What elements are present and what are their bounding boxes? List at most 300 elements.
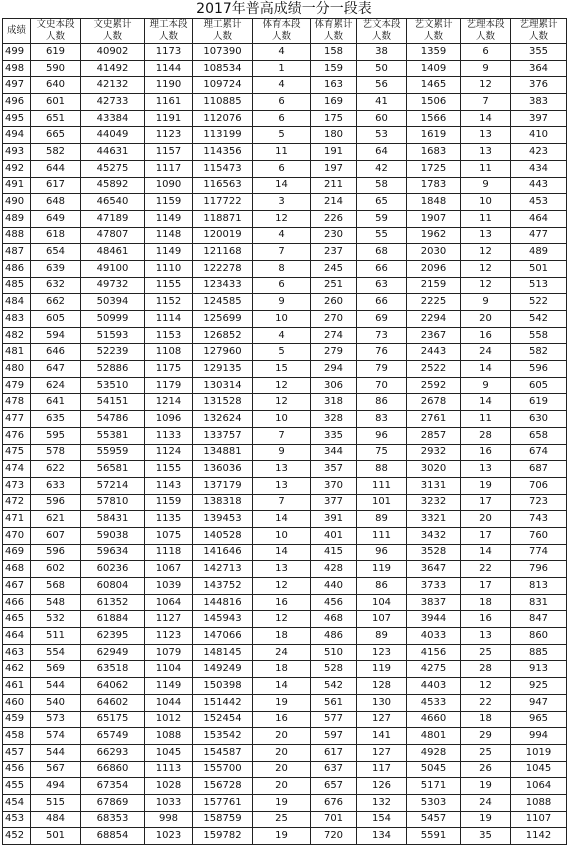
- header-line-2: 人数: [158, 31, 178, 42]
- count-cell: 624: [31, 377, 81, 394]
- count-cell: 6: [461, 44, 511, 61]
- count-cell: 383: [511, 94, 567, 111]
- count-cell: 522: [511, 294, 567, 311]
- count-cell: 649: [31, 210, 81, 227]
- count-cell: 674: [511, 444, 567, 461]
- count-cell: 9: [461, 294, 511, 311]
- count-cell: 17: [461, 494, 511, 511]
- score-cell: 462: [3, 661, 31, 678]
- count-cell: 66860: [81, 761, 145, 778]
- count-cell: 544: [31, 744, 81, 761]
- table-row: [3, 294, 567, 311]
- count-cell: 13: [461, 227, 511, 244]
- count-cell: 5: [253, 344, 311, 361]
- count-cell: 11: [253, 144, 311, 161]
- count-cell: 10: [253, 527, 311, 544]
- table-row: [3, 77, 567, 94]
- count-cell: 2678: [407, 394, 461, 411]
- count-cell: 4: [253, 327, 311, 344]
- count-cell: 528: [311, 661, 357, 678]
- count-cell: 89: [357, 628, 407, 645]
- count-cell: 1104: [145, 661, 193, 678]
- count-cell: 138318: [193, 494, 253, 511]
- count-cell: 12: [461, 678, 511, 695]
- count-cell: 632: [31, 277, 81, 294]
- header-line-2: 人数: [323, 31, 343, 42]
- count-cell: 651: [31, 110, 81, 127]
- count-cell: 4928: [407, 744, 461, 761]
- table-row: [3, 344, 567, 361]
- count-cell: 13: [253, 561, 311, 578]
- score-cell: 459: [3, 711, 31, 728]
- count-cell: 16: [253, 594, 311, 611]
- count-cell: 1064: [511, 778, 567, 795]
- count-cell: 687: [511, 461, 567, 478]
- count-cell: 11: [461, 160, 511, 177]
- count-cell: 54786: [81, 411, 145, 428]
- score-cell: 483: [3, 311, 31, 328]
- count-cell: 1044: [145, 694, 193, 711]
- count-cell: 7: [253, 494, 311, 511]
- count-cell: 6: [253, 110, 311, 127]
- count-cell: 123433: [193, 277, 253, 294]
- count-cell: 29: [461, 728, 511, 745]
- count-cell: 617: [31, 177, 81, 194]
- count-cell: 16: [461, 611, 511, 628]
- count-cell: 13: [253, 477, 311, 494]
- score-cell: 466: [3, 594, 31, 611]
- count-cell: 6: [253, 94, 311, 111]
- count-cell: 44631: [81, 144, 145, 161]
- table-header: [3, 19, 567, 44]
- count-cell: 1155: [145, 461, 193, 478]
- count-cell: 1149: [145, 244, 193, 261]
- count-cell: 68854: [81, 828, 145, 845]
- count-cell: 477: [511, 227, 567, 244]
- count-cell: 7: [461, 94, 511, 111]
- count-cell: 274: [311, 327, 357, 344]
- score-cell: 478: [3, 394, 31, 411]
- count-cell: 1117: [145, 160, 193, 177]
- count-cell: 577: [311, 711, 357, 728]
- count-cell: 2857: [407, 427, 461, 444]
- count-cell: 1012: [145, 711, 193, 728]
- count-cell: 501: [511, 260, 567, 277]
- score-cell: 498: [3, 60, 31, 77]
- count-cell: 126: [357, 778, 407, 795]
- score-cell: 456: [3, 761, 31, 778]
- score-cell: 454: [3, 794, 31, 811]
- count-cell: 117: [357, 761, 407, 778]
- count-cell: 1409: [407, 60, 461, 77]
- count-cell: 397: [511, 110, 567, 127]
- count-cell: 594: [31, 327, 81, 344]
- table-row: [3, 60, 567, 77]
- table-row: [3, 544, 567, 561]
- count-cell: 1133: [145, 427, 193, 444]
- count-cell: 1067: [145, 561, 193, 578]
- count-cell: 139453: [193, 511, 253, 528]
- count-cell: 11: [461, 210, 511, 227]
- count-cell: 64: [357, 144, 407, 161]
- count-cell: 46540: [81, 194, 145, 211]
- count-cell: 796: [511, 561, 567, 578]
- header-line-2: 人数: [423, 31, 443, 42]
- count-cell: 114356: [193, 144, 253, 161]
- table-row: [3, 311, 567, 328]
- column-header: [461, 19, 511, 44]
- count-cell: 619: [31, 44, 81, 61]
- count-cell: 59038: [81, 527, 145, 544]
- count-cell: 19: [253, 694, 311, 711]
- count-cell: 723: [511, 494, 567, 511]
- count-cell: 67869: [81, 794, 145, 811]
- count-cell: 5045: [407, 761, 461, 778]
- count-cell: 1175: [145, 361, 193, 378]
- score-cell: 468: [3, 561, 31, 578]
- column-header: [81, 19, 145, 44]
- count-cell: 17: [461, 578, 511, 595]
- count-cell: 197: [311, 160, 357, 177]
- count-cell: 14: [253, 544, 311, 561]
- score-cell: 457: [3, 744, 31, 761]
- count-cell: 245: [311, 260, 357, 277]
- count-cell: 56581: [81, 461, 145, 478]
- count-cell: 12: [253, 578, 311, 595]
- count-cell: 578: [31, 444, 81, 461]
- count-cell: 9: [461, 377, 511, 394]
- count-cell: 574: [31, 728, 81, 745]
- count-cell: 151442: [193, 694, 253, 711]
- count-cell: 52239: [81, 344, 145, 361]
- count-cell: 134: [357, 828, 407, 845]
- score-cell: 464: [3, 628, 31, 645]
- count-cell: 270: [311, 311, 357, 328]
- count-cell: 119: [357, 561, 407, 578]
- count-cell: 88: [357, 461, 407, 478]
- count-cell: 14: [461, 361, 511, 378]
- table-row: [3, 761, 567, 778]
- table-row: [3, 94, 567, 111]
- score-cell: 474: [3, 461, 31, 478]
- table-row: [3, 361, 567, 378]
- count-cell: 43384: [81, 110, 145, 127]
- table-body: [3, 44, 567, 845]
- count-cell: 1135: [145, 511, 193, 528]
- header-line-1: 体育本段: [262, 19, 301, 30]
- count-cell: 14: [461, 394, 511, 411]
- count-cell: 63518: [81, 661, 145, 678]
- count-cell: 38: [357, 44, 407, 61]
- score-cell: 496: [3, 94, 31, 111]
- count-cell: 1110: [145, 260, 193, 277]
- count-cell: 42: [357, 160, 407, 177]
- header-line-1: 艺文累计: [414, 19, 453, 30]
- count-cell: 50: [357, 60, 407, 77]
- count-cell: 1359: [407, 44, 461, 61]
- count-cell: 149249: [193, 661, 253, 678]
- count-cell: 44049: [81, 127, 145, 144]
- score-cell: 497: [3, 77, 31, 94]
- count-cell: 401: [311, 527, 357, 544]
- count-cell: 1157: [145, 144, 193, 161]
- count-cell: 18: [253, 628, 311, 645]
- table-row: [3, 160, 567, 177]
- count-cell: 415: [311, 544, 357, 561]
- count-cell: 260: [311, 294, 357, 311]
- count-cell: 19: [461, 477, 511, 494]
- count-cell: 17: [461, 527, 511, 544]
- table-row: [3, 728, 567, 745]
- count-cell: 595: [31, 427, 81, 444]
- count-cell: 1683: [407, 144, 461, 161]
- count-cell: 24: [461, 344, 511, 361]
- count-cell: 1907: [407, 210, 461, 227]
- count-cell: 19: [461, 811, 511, 828]
- count-cell: 107390: [193, 44, 253, 61]
- count-cell: 410: [511, 127, 567, 144]
- count-cell: 59634: [81, 544, 145, 561]
- count-cell: 925: [511, 678, 567, 695]
- count-cell: 6: [253, 160, 311, 177]
- count-cell: 1023: [145, 828, 193, 845]
- count-cell: 662: [31, 294, 81, 311]
- count-cell: 169: [311, 94, 357, 111]
- count-cell: 1148: [145, 227, 193, 244]
- score-cell: 453: [3, 811, 31, 828]
- count-cell: 145943: [193, 611, 253, 628]
- count-cell: 607: [31, 527, 81, 544]
- count-cell: 1019: [511, 744, 567, 761]
- count-cell: 12: [253, 210, 311, 227]
- count-cell: 68: [357, 244, 407, 261]
- count-cell: 511: [31, 628, 81, 645]
- table-row: [3, 444, 567, 461]
- count-cell: 644: [31, 160, 81, 177]
- count-cell: 22: [461, 561, 511, 578]
- count-cell: 1064: [145, 594, 193, 611]
- count-cell: 965: [511, 711, 567, 728]
- count-cell: 147066: [193, 628, 253, 645]
- count-cell: 131528: [193, 394, 253, 411]
- count-cell: 501: [31, 828, 81, 845]
- count-cell: 124585: [193, 294, 253, 311]
- count-cell: 141: [357, 728, 407, 745]
- count-cell: 53: [357, 127, 407, 144]
- header-line-2: 人数: [371, 31, 391, 42]
- count-cell: 1159: [145, 194, 193, 211]
- count-cell: 4: [253, 227, 311, 244]
- count-cell: 127960: [193, 344, 253, 361]
- count-cell: 306: [311, 377, 357, 394]
- count-cell: 542: [311, 678, 357, 695]
- count-cell: 16: [253, 711, 311, 728]
- count-cell: 3020: [407, 461, 461, 478]
- count-cell: 110885: [193, 94, 253, 111]
- count-cell: 376: [511, 77, 567, 94]
- count-cell: 68353: [81, 811, 145, 828]
- table-row: [3, 44, 567, 61]
- count-cell: 158: [311, 44, 357, 61]
- column-header: [511, 19, 567, 44]
- count-cell: 641: [31, 394, 81, 411]
- count-cell: 885: [511, 644, 567, 661]
- score-cell: 493: [3, 144, 31, 161]
- count-cell: 115473: [193, 160, 253, 177]
- column-header: [357, 19, 407, 44]
- count-cell: 66: [357, 260, 407, 277]
- header-line-1: 文史累计: [93, 19, 132, 30]
- table-row: [3, 110, 567, 127]
- count-cell: 175: [311, 110, 357, 127]
- count-cell: 12: [253, 394, 311, 411]
- count-cell: 86: [357, 578, 407, 595]
- column-header: [193, 19, 253, 44]
- count-cell: 7: [253, 244, 311, 261]
- table-row: [3, 644, 567, 661]
- count-cell: 61352: [81, 594, 145, 611]
- count-cell: 1190: [145, 77, 193, 94]
- count-cell: 602: [31, 561, 81, 578]
- header-line-2: 人数: [212, 31, 232, 42]
- count-cell: 1075: [145, 527, 193, 544]
- count-cell: 19: [253, 794, 311, 811]
- count-cell: 60: [357, 110, 407, 127]
- count-cell: 605: [31, 311, 81, 328]
- table-row: [3, 744, 567, 761]
- header-line-1: 艺理本段: [466, 19, 505, 30]
- count-cell: 443: [511, 177, 567, 194]
- count-cell: 582: [31, 144, 81, 161]
- count-cell: 101: [357, 494, 407, 511]
- count-cell: 16: [461, 327, 511, 344]
- count-cell: 12: [461, 260, 511, 277]
- count-cell: 104: [357, 594, 407, 611]
- column-header: [407, 19, 461, 44]
- count-cell: 24: [461, 794, 511, 811]
- count-cell: 3432: [407, 527, 461, 544]
- count-cell: 1149: [145, 210, 193, 227]
- count-cell: 1028: [145, 778, 193, 795]
- count-cell: 50999: [81, 311, 145, 328]
- count-cell: 706: [511, 477, 567, 494]
- count-cell: 5591: [407, 828, 461, 845]
- count-cell: 57214: [81, 477, 145, 494]
- count-cell: 484: [31, 811, 81, 828]
- count-cell: 4801: [407, 728, 461, 745]
- count-cell: 1107: [511, 811, 567, 828]
- count-cell: 140528: [193, 527, 253, 544]
- count-cell: 52886: [81, 361, 145, 378]
- count-cell: 2367: [407, 327, 461, 344]
- score-cell: 489: [3, 210, 31, 227]
- count-cell: 48461: [81, 244, 145, 261]
- count-cell: 364: [511, 60, 567, 77]
- count-cell: 83: [357, 411, 407, 428]
- header-line-1: 成绩: [6, 25, 26, 36]
- header-line-1: 文史本段: [36, 19, 75, 30]
- count-cell: 47189: [81, 210, 145, 227]
- count-cell: 633: [31, 477, 81, 494]
- count-cell: 191: [311, 144, 357, 161]
- count-cell: 1155: [145, 277, 193, 294]
- count-cell: 657: [311, 778, 357, 795]
- count-cell: 743: [511, 511, 567, 528]
- count-cell: 440: [311, 578, 357, 595]
- table-row: [3, 527, 567, 544]
- count-cell: 619: [511, 394, 567, 411]
- count-cell: 1725: [407, 160, 461, 177]
- count-cell: 230: [311, 227, 357, 244]
- count-cell: 75: [357, 444, 407, 461]
- count-cell: 596: [31, 494, 81, 511]
- score-cell: 452: [3, 828, 31, 845]
- count-cell: 2225: [407, 294, 461, 311]
- count-cell: 12: [253, 611, 311, 628]
- count-cell: 26: [461, 761, 511, 778]
- count-cell: 998: [145, 811, 193, 828]
- table-row: [3, 811, 567, 828]
- count-cell: 158759: [193, 811, 253, 828]
- count-cell: 16: [461, 444, 511, 461]
- table-row: [3, 778, 567, 795]
- count-cell: 489: [511, 244, 567, 261]
- count-cell: 13: [461, 628, 511, 645]
- count-cell: 1123: [145, 127, 193, 144]
- count-cell: 133757: [193, 427, 253, 444]
- count-cell: 1108: [145, 344, 193, 361]
- table-row: [3, 477, 567, 494]
- score-cell: 471: [3, 511, 31, 528]
- count-cell: 582: [511, 344, 567, 361]
- count-cell: 62949: [81, 644, 145, 661]
- count-cell: 622: [31, 461, 81, 478]
- count-cell: 1118: [145, 544, 193, 561]
- count-cell: 157761: [193, 794, 253, 811]
- count-cell: 1465: [407, 77, 461, 94]
- score-cell: 460: [3, 694, 31, 711]
- count-cell: 20: [253, 728, 311, 745]
- table-row: [3, 394, 567, 411]
- count-cell: 558: [511, 327, 567, 344]
- score-cell: 461: [3, 678, 31, 695]
- column-header: [253, 19, 311, 44]
- count-cell: 618: [31, 227, 81, 244]
- count-cell: 19: [253, 828, 311, 845]
- count-cell: 237: [311, 244, 357, 261]
- count-cell: 64602: [81, 694, 145, 711]
- count-cell: 1161: [145, 94, 193, 111]
- count-cell: 42132: [81, 77, 145, 94]
- count-cell: 947: [511, 694, 567, 711]
- count-cell: 1114: [145, 311, 193, 328]
- count-cell: 144816: [193, 594, 253, 611]
- count-cell: 117722: [193, 194, 253, 211]
- count-cell: 18: [253, 661, 311, 678]
- count-cell: 428: [311, 561, 357, 578]
- score-cell: 487: [3, 244, 31, 261]
- table-row: [3, 561, 567, 578]
- score-cell: 484: [3, 294, 31, 311]
- count-cell: 24: [253, 644, 311, 661]
- count-cell: 4403: [407, 678, 461, 695]
- count-cell: 1848: [407, 194, 461, 211]
- score-cell: 494: [3, 127, 31, 144]
- count-cell: 515: [31, 794, 81, 811]
- score-cell: 465: [3, 611, 31, 628]
- count-cell: 13: [461, 461, 511, 478]
- count-cell: 646: [31, 344, 81, 361]
